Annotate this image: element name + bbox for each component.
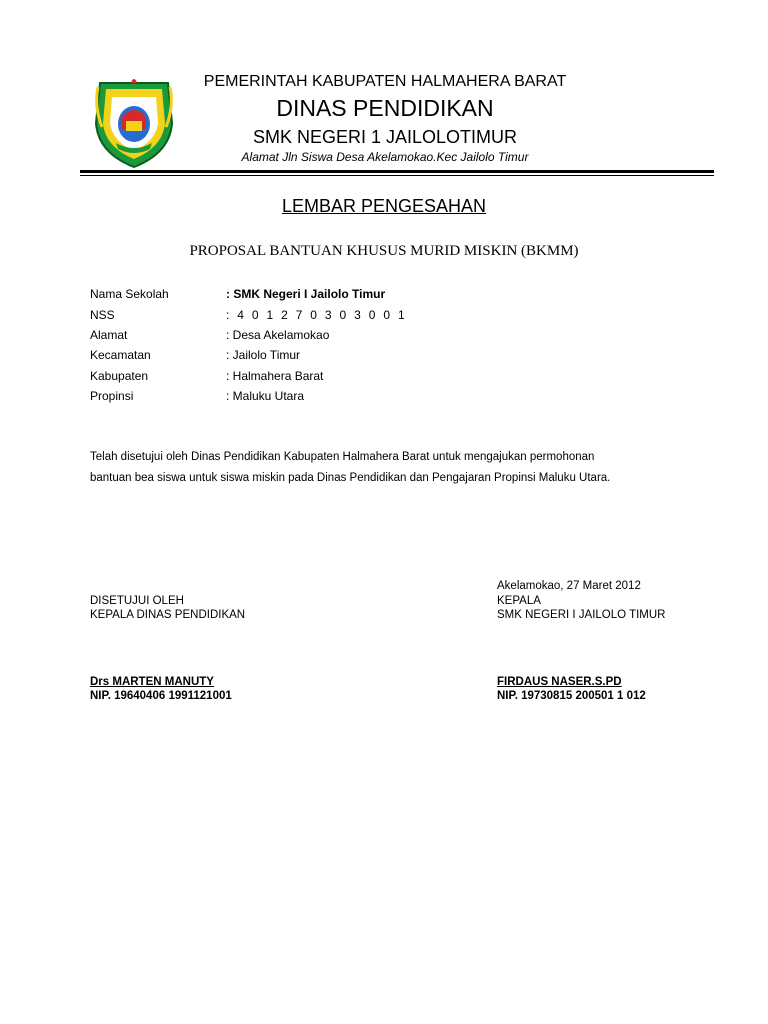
left-signer-name: Drs MARTEN MANUTY [90, 676, 214, 688]
field-value: : 4 0 1 2 7 0 3 0 3 0 0 1 [226, 308, 407, 322]
field-value: : Maluku Utara [226, 389, 305, 403]
regency-emblem-logo [92, 77, 176, 169]
field-label: Kecamatan [90, 348, 151, 362]
field-row [90, 369, 690, 385]
document-title: LEMBAR PENGESAHAN [281, 196, 487, 216]
place-date: Akelamokao, 27 Maret 2012 [497, 580, 641, 592]
field-label: Propinsi [90, 389, 134, 403]
field-row [90, 287, 690, 303]
left-signer-nip: NIP. 19640406 1991121001 [90, 690, 232, 702]
approval-text-line: Telah disetujui oleh Dinas Pendidikan Kabupaten Halmahera Barat untuk mengajukan permohonan [90, 451, 595, 463]
approval-text-line: bantuan bea siswa untuk siswa miskin pada Dinas Pendidikan dan Pengajaran Propinsi Maluku Utara. [90, 472, 611, 484]
agency-name: DINAS PENDIDIKAN [276, 95, 494, 121]
school-address: Alamat Jln Siswa Desa Akelamokao.Kec Jailolo Timur [241, 150, 529, 164]
field-value: : SMK Negeri I Jailolo Timur [226, 287, 386, 301]
field-label: Alamat [90, 328, 128, 342]
header-divider-thin [80, 175, 714, 176]
field-row [90, 389, 690, 405]
right-signer-role: KEPALA [497, 595, 541, 607]
right-signer-name: FIRDAUS NASER.S.PD [497, 676, 622, 688]
government-name: PEMERINTAH KABUPATEN HALMAHERA BARAT [203, 73, 567, 90]
left-signer-title: KEPALA DINAS PENDIDIKAN [90, 609, 246, 621]
field-label: NSS [90, 308, 115, 322]
field-label: Nama Sekolah [90, 287, 169, 301]
field-value: : Jailolo Timur [226, 348, 301, 362]
field-row [90, 348, 690, 364]
right-signer-title: SMK NEGERI I JAILOLO TIMUR [497, 609, 666, 621]
left-signer-role: DISETUJUI OLEH [90, 595, 184, 607]
document-subtitle: PROPOSAL BANTUAN KHUSUS MURID MISKIN (BKMM) [189, 243, 579, 259]
field-value: : Halmahera Barat [226, 369, 324, 383]
header-divider-thick [80, 170, 714, 173]
right-signer-nip: NIP. 19730815 200501 1 012 [497, 690, 646, 702]
field-row [90, 308, 690, 324]
school-name: SMK NEGERI 1 JAILOLOTIMUR [252, 127, 518, 147]
field-row [90, 328, 690, 344]
field-value: : Desa Akelamokao [226, 328, 330, 342]
field-label: Kabupaten [90, 369, 149, 383]
